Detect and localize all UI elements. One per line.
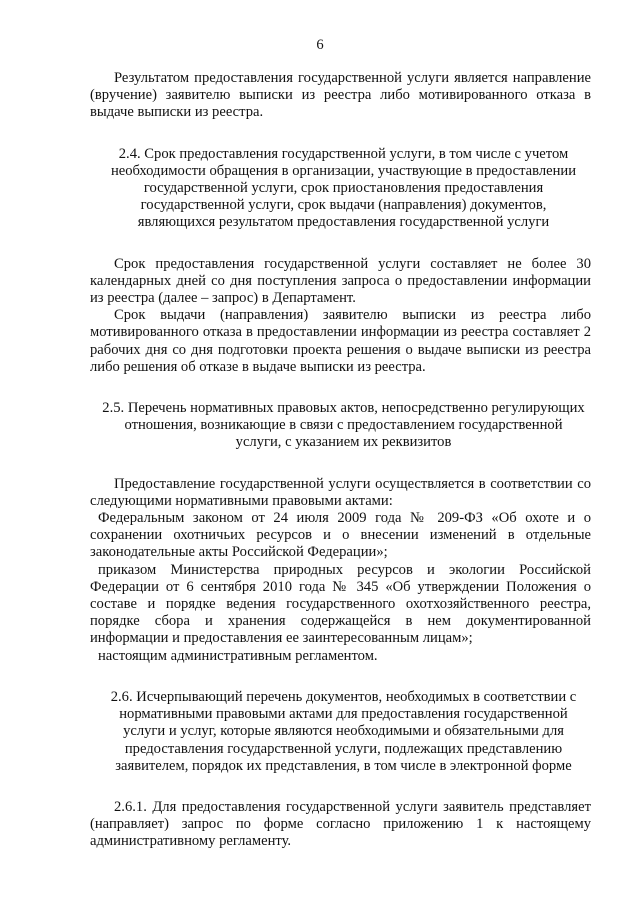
paragraph-issue-term: Срок выдачи (направления) заявителю выписки из реестра либо мотивированного отказа в предоставлении информации из реестра составляет 2 рабочих дня со дня подготовки проекта решения о выдаче выписки из реестра либо решения об отказе в выдаче выписки из реестра.	[90, 307, 591, 375]
document-body	[90, 70, 591, 851]
paragraph-2-6-1: 2.6.1. Для предоставления государственной услуги заявитель представляет (направляет) запрос по форме согласно приложению 1 к настоящему административному регламенту.	[90, 798, 591, 850]
section-heading-2-4: 2.4. Срок предоставления государственной услуги, в том числе с учетом необходимости обращения в организации, участвующие в предоставлении государственной услуги, срок приостановления предоставления государственной услуги, срок выдачи (направления) документов, являющихся результатом предоставления государственной услуги	[110, 145, 577, 231]
paragraph-legal-basis: Предоставление государственной услуги осуществляется в соответствии со следующими нормативными правовыми актами:	[90, 475, 591, 509]
paragraph-federal-law: Федеральным законом от 24 июля 2009 года № 209-ФЗ «Об охоте и о сохранении охотничьих ресурсов и о внесении изменений в отдельные законодательные акты Российской Федерации»;	[90, 510, 591, 561]
paragraph-result: Результатом предоставления государственной услуги является направление (вручение) заявителю выписки из реестра либо мотивированного отказа в выдаче выписки из реестра.	[90, 70, 591, 121]
section-heading-2-5: 2.5. Перечень нормативных правовых актов, непосредственно регулирующих отношения, возникающие в связи с предоставлением государственной услуги, с указанием их реквизитов	[102, 400, 585, 451]
page-number: 6	[316, 37, 324, 53]
paragraph-ministry-order: приказом Министерства природных ресурсов и экологии Российской Федерации от 6 сентября 2010 года № 345 «Об утверждении Положения о составе и порядке ведения государственного охотхозяйственного реестра, порядке сбора и хранения содержащейся в нем документированной информации и предоставления ее заинтересованным лицам»;	[90, 561, 591, 647]
section-heading-2-6: 2.6. Исчерпывающий перечень документов, необходимых в соответствии с нормативными правовыми актами для предоставления государственной услуги и услуг, которые являются необходимыми и обязательными для предоставления государственной услуги, подлежащих представлению заявителем, порядок их представления, в том числе в электронной форме	[110, 688, 577, 774]
paragraph-regulation: настоящим административным регламентом.	[98, 647, 378, 664]
paragraph-service-term: Срок предоставления государственной услуги составляет не более 30 календарных дней со дня поступления запроса о предоставлении информации из реестра (далее – запрос) в Департамент.	[90, 255, 591, 307]
